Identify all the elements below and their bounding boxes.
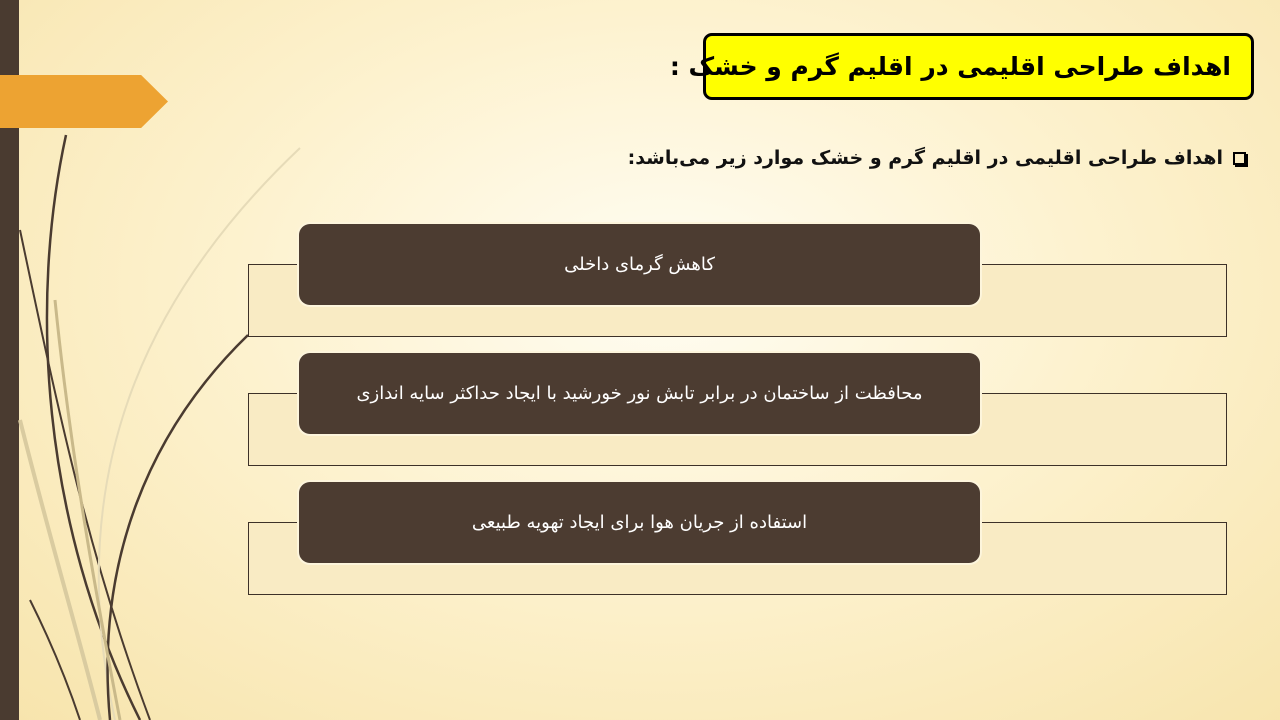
item-label: استفاده از جریان هوا برای ایجاد تهویه طبیعی [471,512,808,533]
list-item [248,482,1227,644]
item-pill [299,353,980,434]
bullet-line [628,147,1246,169]
item-label: کاهش گرمای داخلی [564,254,715,275]
item-pill [299,224,980,305]
hollow-square-bullet-icon [1233,152,1246,165]
item-label: محافظت از ساختمان در برابر تابش نور خورشید با ایجاد حداکثر سایه اندازی [356,383,923,404]
bullet-text: اهداف طراحی اقلیمی در اقلیم گرم و خشک موارد زیر می‌باشد: [627,147,1223,169]
orange-accent-tab [0,75,168,128]
item-pill [299,482,980,563]
slide-title: اهداف طراحی اقلیمی در اقلیم گرم و خشک : [669,52,1231,81]
title-box [669,33,1254,100]
